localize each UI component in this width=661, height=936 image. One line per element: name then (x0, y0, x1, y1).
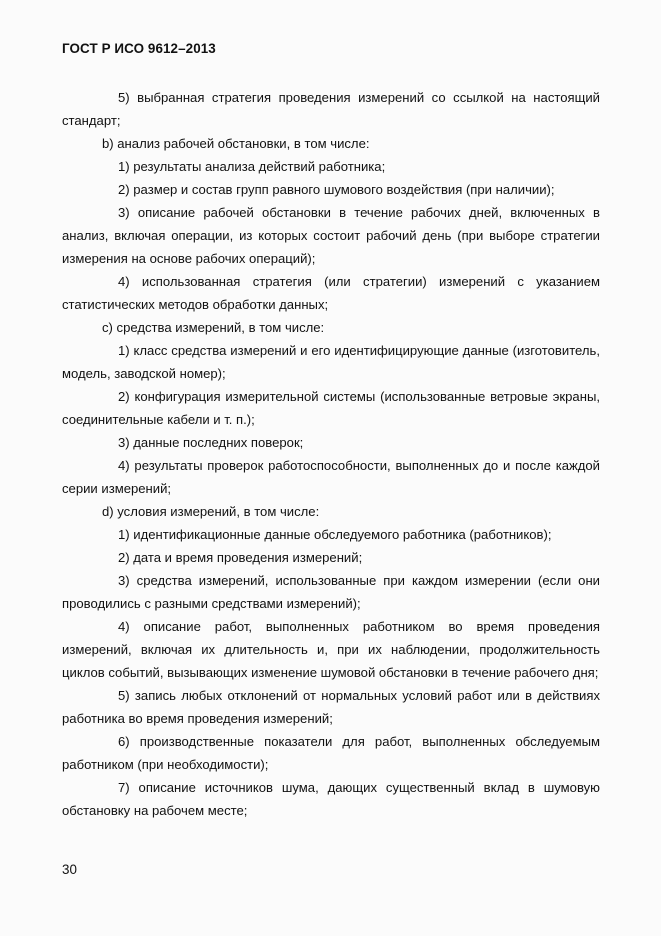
page-number: 30 (62, 862, 77, 877)
list-item: 3) средства измерений, использованные при каждом измерении (если они проводились с разными средствами измерений); (62, 573, 600, 611)
list-item: 1) результаты анализа действий работника; (118, 159, 386, 174)
list-item: 6) производственные показатели для работ, выполненных обследуемым работником (при необходимости); (62, 734, 600, 772)
list-item: 3) данные последних поверок; (118, 435, 304, 450)
document-header: ГОСТ Р ИСО 9612–2013 (62, 41, 216, 56)
list-item: 3) описание рабочей обстановки в течение рабочих дней, включенных в анализ, включая операции, из которых состоит рабочий день (при выборе стратегии измерения на основе рабочих операций); (62, 205, 600, 266)
section-heading: d) условия измерений, в том числе: (102, 504, 320, 519)
list-item: 1) идентификационные данные обследуемого работника (работников); (118, 527, 552, 542)
list-item: 2) размер и состав групп равного шумового воздействия (при наличии); (118, 182, 555, 197)
list-item: 5) запись любых отклонений от нормальных условий работ или в действиях работника во время проведения измерений; (62, 688, 600, 726)
list-item: 2) дата и время проведения измерений; (118, 550, 363, 565)
section-heading: b) анализ рабочей обстановки, в том числе: (102, 136, 370, 151)
list-item: 7) описание источников шума, дающих существенный вклад в шумовую обстановку на рабочем месте; (62, 780, 600, 818)
list-item: 4) результаты проверок работоспособности, выполненных до и после каждой серии измерений; (62, 458, 600, 496)
section-heading: c) средства измерений, в том числе: (102, 320, 325, 335)
list-item: 1) класс средства измерений и его идентифицирующие данные (изготовитель, модель, заводской номер); (62, 343, 600, 381)
list-item: 4) использованная стратегия (или стратегии) измерений с указанием статистических методов обработки данных; (62, 274, 600, 312)
list-item: 4) описание работ, выполненных работником во время проведения измерений, включая их длительность и, при их наблюдении, продолжительность циклов событий, вызывающих изменение шумовой обстановки в течение рабочего дня; (62, 619, 600, 680)
list-item: 5) выбранная стратегия проведения измерений со ссылкой на настоящий стандарт; (62, 90, 600, 128)
list-item: 2) конфигурация измерительной системы (использованные ветровые экраны, соединительные кабели и т. п.); (62, 389, 600, 427)
document-body (62, 86, 600, 822)
